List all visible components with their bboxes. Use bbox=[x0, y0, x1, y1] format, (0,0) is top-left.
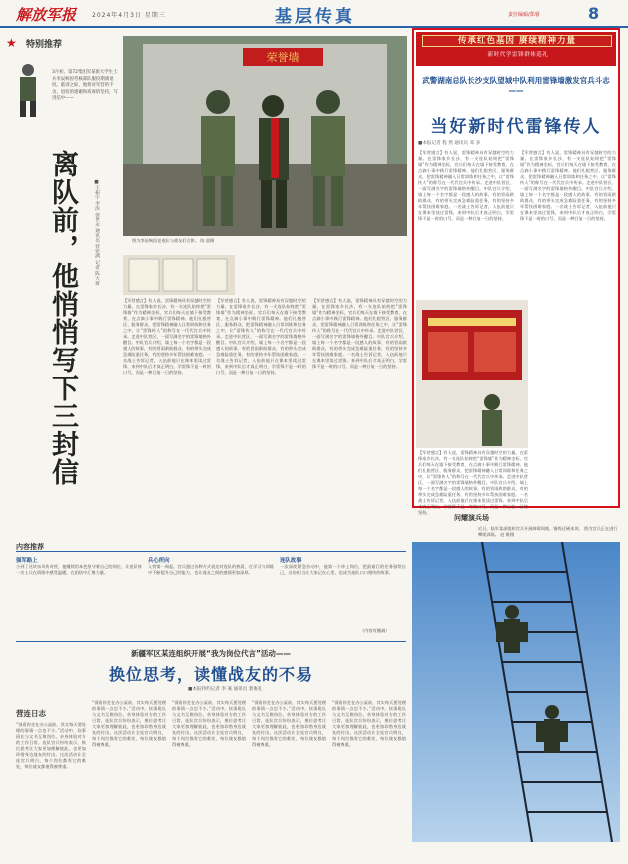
article-body-column-2: 【军营感言】有人说，雷锋精神具有穿越时空的力量。在雷锋家乡长沙，有一支连队始终把“雷锋墙”作为精神坐标，官兵们每天在墙下接受教育，在点滴小事中践行雷锋精神。他们扎根营区、服务群众，把雷锋精神融入日常训练和任务之中，让“雷锋传人”的称号在一代代官兵中传承。走进中队营区，一面写满名字的雷锋墙格外醒目。中队官兵介绍，墙上每一个名字都是一段感人的故事，有的冒雨救助群众，有的带头完成急难险重任务，有的坚持多年帮扶困难家庭。一名战士告诉记者，入伍前他只在课本里读过雷锋，来到中队后才真正明白，学雷锋不是一时的口号，而是一种日复一日的坚持。 bbox=[216, 298, 306, 375]
feature-body-column-3: 【军营感言】有人说，雷锋精神具有穿越时空的力量。在雷锋家乡长沙，有一支连队始终把“雷锋墙”作为精神坐标，官兵们每天在墙下接受教育，在点滴小事中践行雷锋精神。他们扎根营区、服务群众，把雷锋精神融入日常训练和任务之中，让“雷锋传人”的称号在一代代官兵中传承。走进中队营区，一面写满名字的雷锋墙格外醒目。中队官兵介绍，墙上每一个名字都是一段感人的故事，有的冒雨救助群众，有的带头完成急难险重任务，有的坚持多年帮扶困难家庭。一名战士告诉记者，入伍前他只在课本里读过雷锋，来到中队后才真正明白，学雷锋不是一时的口号，而是一种日复一日的坚持。 bbox=[418, 450, 528, 515]
feature-title: 当好新时代雷锋传人 bbox=[430, 117, 602, 137]
special-recommend-text: 特别推荐 bbox=[26, 40, 63, 50]
headline-vertical: 离队前，他悄悄写下三封信 bbox=[47, 150, 78, 486]
camp-diary-label: 营连日志 bbox=[16, 709, 46, 718]
main-photo bbox=[123, 36, 407, 236]
feature-byline: ■本报记者 程 然 通讯员 邓 多 bbox=[418, 141, 481, 146]
brief-item-text-3: 一次深夜紧急拉动中，他第一个冲上岗位，把最艰巨的任务留给自己，这份担当让大家记在心里，也成为连队口口相传的故事。 bbox=[280, 564, 406, 575]
climbing-training-illustration bbox=[412, 542, 620, 842]
newspaper-logo: 解放军报 bbox=[16, 6, 77, 24]
letters-image bbox=[123, 255, 235, 295]
feature-subtitle: 武警湖南总队长沙支队望城中队利用雷锋墙激发官兵斗志—— bbox=[422, 76, 610, 95]
soldier-silhouette-icon bbox=[8, 60, 48, 120]
lower-title: 换位思考，读懂战友的不易 bbox=[108, 665, 313, 684]
lower-body-column-4: “别看你坐在办公桌前，其实每天要处理的事情一点也不少。”活动中，炊事班长与文书互换岗位，亲身体验对方的工作日常。连队官兵纷纷表示，换位思考让大家更加理解彼此，也更加珍惜身边战友的付出。这次活动让全连官兵明白，每个岗位都有它的难处，每位战友都值得被尊重。 bbox=[252, 700, 326, 747]
special-recommend-label bbox=[6, 36, 116, 50]
brief-item-title-1: 强军路上 bbox=[16, 558, 38, 564]
page-number: 8 bbox=[588, 4, 600, 23]
training-ground-label: 问耀演兵场 bbox=[454, 514, 489, 522]
soldiers-photo-illustration bbox=[123, 36, 407, 236]
article-body-column-3: 【军营感言】有人说，雷锋精神具有穿越时空的力量。在雷锋家乡长沙，有一支连队始终把“雷锋墙”作为精神坐标，官兵们每天在墙下接受教育，在点滴小事中践行雷锋精神。他们扎根营区、服务群众，把雷锋精神融入日常训练和任务之中，让“雷锋传人”的称号在一代代官兵中传承。走进中队营区，一面写满名字的雷锋墙格外醒目。中队官兵介绍，墙上每一个名字都是一段感人的故事，有的冒雨救助群众，有的带头完成急难险重任务，有的坚持多年帮扶困难家庭。一名战士告诉记者，入伍前他只在课本里读过雷锋，来到中队后才真正明白，学雷锋不是一时的口号，而是一种日复一日的坚持。 bbox=[312, 298, 407, 369]
lower-body-column-3: “别看你坐在办公桌前，其实每天要处理的事情一点也不少。”活动中，炊事班长与文书互换岗位，亲身体验对方的工作日常。连队官兵纷纷表示，换位思考让大家更加理解彼此，也更加珍惜身边战友的付出。这次活动让全连官兵明白，每个岗位都有它的难处，每位战友都值得被尊重。 bbox=[172, 700, 246, 747]
feature-body-column-2: 【军营感言】有人说，雷锋精神具有穿越时空的力量。在雷锋家乡长沙，有一支连队始终把“雷锋墙”作为精神坐标，官兵们每天在墙下接受教育，在点滴小事中践行雷锋精神。他们扎根营区、服务群众，把雷锋精神融入日常训练和任务之中，让“雷锋传人”的称号在一代代官兵中传承。走进中队营区，一面写满名字的雷锋墙格外醒目。中队官兵介绍，墙上每一个名字都是一段感人的故事，有的冒雨救助群众，有的带头完成急难险重任务，有的坚持多年帮扶困难家庭。一名战士告诉记者，入伍前他只在课本里读过雷锋，来到中队后才真正明白，学雷锋不是一时的口号，而是一种日复一日的坚持。 bbox=[520, 150, 616, 221]
brief-source: （内容有删减） bbox=[360, 628, 390, 633]
section-rule bbox=[16, 551, 406, 552]
issue-date: 2024年4月3日 星期三 bbox=[92, 12, 166, 19]
lower-byline: ■本报特约记者 李 兼 通讯员 裴俊礼 bbox=[188, 687, 263, 692]
lower-body-column-5: “别看你坐在办公桌前，其实每天要处理的事情一点也不少。”活动中，炊事班长与文书互换岗位，亲身体验对方的工作日常。连队官兵纷纷表示，换位思考让大家更加理解彼此，也更加珍惜身边战友的付出。这次活动让全连官兵明白，每个岗位都有它的难处，每位战友都值得被尊重。 bbox=[332, 700, 406, 747]
content-recommend-label: 内容推荐 bbox=[16, 543, 44, 551]
editor-credit: 责任编辑/郑睿 bbox=[508, 12, 540, 18]
feature-body-column-1: 【军营感言】有人说，雷锋精神具有穿越时空的力量。在雷锋家乡长沙，有一支连队始终把“雷锋墙”作为精神坐标，官兵们每天在墙下接受教育，在点滴小事中践行雷锋精神。他们扎根营区、服务群众，把雷锋精神融入日常训练和任务之中，让“雷锋传人”的称号在一代代官兵中传承。走进中队营区，一面写满名字的雷锋墙格外醒目。中队官兵介绍，墙上每一个名字都是一段感人的故事，有的冒雨救助群众，有的带头完成急难险重任务，有的坚持多年帮扶困难家庭。一名战士告诉记者，入伍前他只在课本里读过雷锋，来到中队后才真正明白，学雷锋不是一时的口号，而是一种日复一日的坚持。 bbox=[418, 150, 514, 221]
lower-subtitle: 新疆军区某连组织开展“我为岗位代言”活动—— bbox=[131, 649, 291, 658]
brief-item-text-1: 小到了这块东风传奇营，他继续用本色坚守着自己的岗位，让连队每一名士兵在训练中感受温暖，在团结中汇聚力量。 bbox=[16, 564, 142, 575]
photo-caption: 图为李辰响回老连队与战友们合影。 陈 晨摄 bbox=[132, 238, 215, 243]
brief-item-title-2: 兵心所向 bbox=[148, 558, 170, 564]
training-photo-caption: 近日，陆军某部组织官兵开展障碍训练，锤炼过硬本领。 图为官兵正在进行攀爬训练。 赵 维摄 bbox=[478, 526, 618, 537]
feature-banner-subtitle: 新时代学雷锋群体巡礼 bbox=[487, 52, 549, 58]
section-title: 基层传真 bbox=[275, 7, 355, 27]
article-body-column-1: 【军营感言】有人说，雷锋精神具有穿越时空的力量。在雷锋家乡长沙，有一支连队始终把“雷锋墙”作为精神坐标，官兵们每天在墙下接受教育，在点滴小事中践行雷锋精神。他们扎根营区、服务群众，把雷锋精神融入日常训练和任务之中，让“雷锋传人”的称号在一代代官兵中传承。走进中队营区，一面写满名字的雷锋墙格外醒目。中队官兵介绍，墙上每一个名字都是一段感人的故事，有的冒雨救助群众，有的带头完成急难险重任务，有的坚持多年帮扶困难家庭。一名战士告诉记者，入伍前他只在课本里读过雷锋，来到中队后才真正明白，学雷锋不是一时的口号，而是一种日复一日的坚持。 bbox=[123, 298, 211, 375]
star-icon: ★ bbox=[6, 36, 17, 50]
honor-wall-banner: 荣誉墙 bbox=[266, 51, 300, 64]
brief-item-text-2: 入营第一周起，官兵通过各种方式表达对连队的热爱，在学习与训练中不断提升自己的能力，也让战友之间的感情更加深厚。 bbox=[148, 564, 274, 575]
brief-item-title-3: 连队故事 bbox=[280, 558, 302, 564]
honor-wall-photo bbox=[416, 300, 528, 448]
feature-photo bbox=[416, 300, 528, 448]
intro-text: 3月初，第72集团军某旅大学生士兵李辰响因考核部队服役期满退役。临别之际，他将对军营的不舍、退役的感谢和戒毒的坚持，写进信中—— bbox=[52, 70, 118, 101]
training-photo bbox=[412, 542, 620, 842]
left-byline: ■王振宇 李滨 徐世永 通讯员 曾宪满 记者 陈大将 bbox=[94, 180, 99, 286]
lower-body-column-1: “别看你坐在办公桌前，其实每天要处理的事情一点也不少。”活动中，炊事班长与文书互换岗位，亲身体验对方的工作日常。连队官兵纷纷表示，换位思考让大家更加理解彼此，也更加珍惜身边战友的付出。这次活动让全连官兵明白，每个岗位都有它的难处，每位战友都值得被尊重。 bbox=[16, 722, 86, 769]
feature-banner-title: 传承红色基因 赓续精神力量 bbox=[422, 35, 612, 47]
lower-body-column-2: “别看你坐在办公桌前，其实每天要处理的事情一点也不少。”活动中，炊事班长与文书互换岗位，亲身体验对方的工作日常。连队官兵纷纷表示，换位思考让大家更加理解彼此，也更加珍惜身边战友的付出。这次活动让全连官兵明白，每个岗位都有它的难处，每位战友都值得被尊重。 bbox=[92, 700, 166, 747]
lower-rule bbox=[16, 641, 406, 642]
